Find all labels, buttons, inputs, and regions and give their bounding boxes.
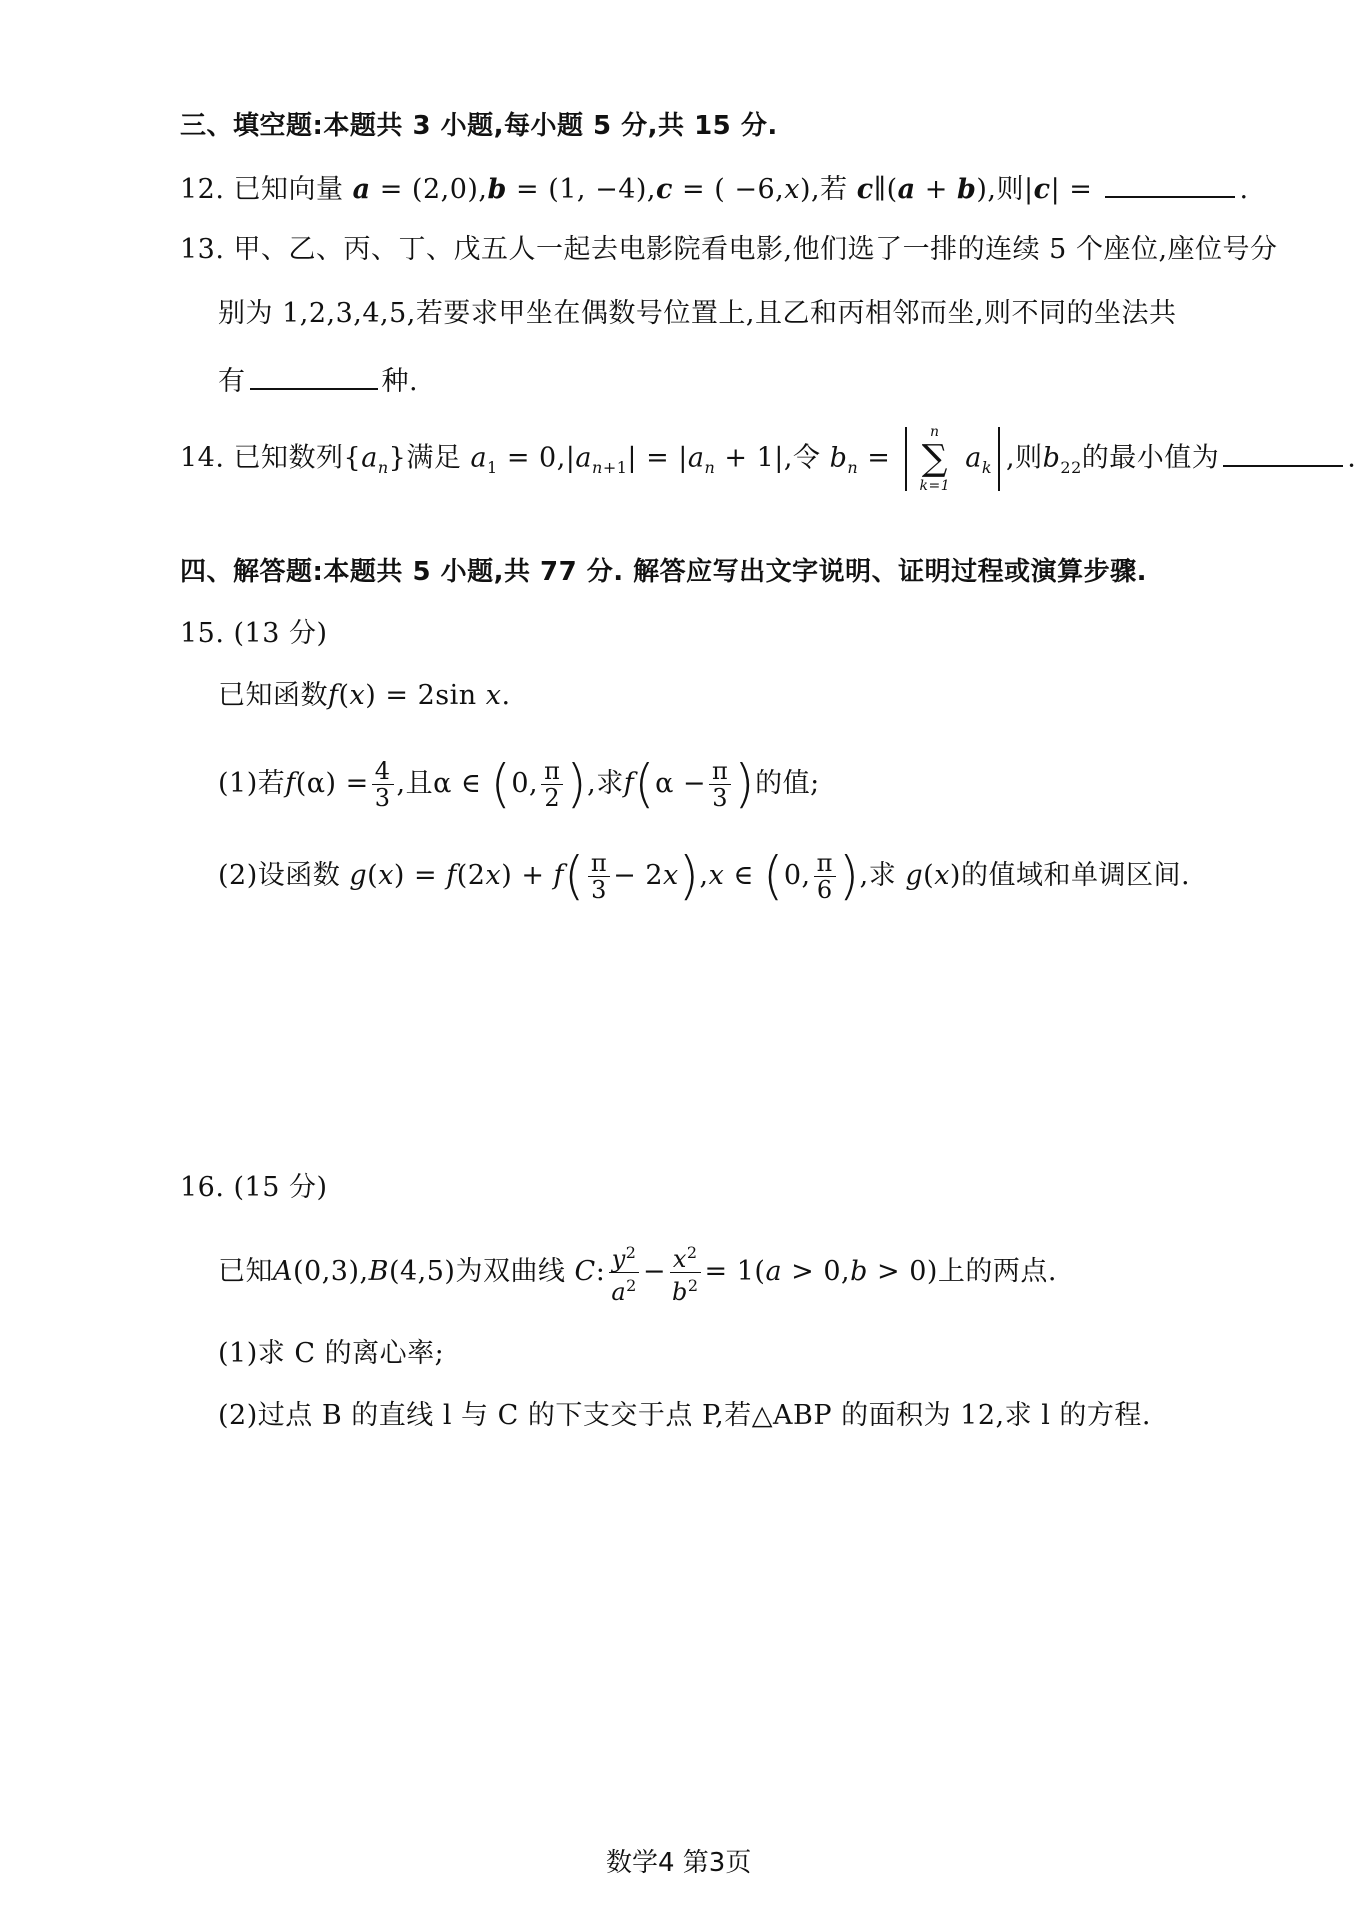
- summation-symbol: n ∑ k=1: [919, 424, 951, 494]
- abs-bar-right: [998, 427, 1000, 491]
- question-15-intro: 已知函数f(x) = 2sin x.: [218, 680, 511, 711]
- question-12: 12. 已知向量 a = (2,0),b = (1, −4),c = ( −6,x),若 c∥(a + b),则|c| = .: [180, 166, 1249, 210]
- abs-bar-left: [905, 427, 907, 491]
- question-16-part-2: (2)过点 B 的直线 l 与 C 的下支交于点 P,若△ABP 的面积为 12,求 l 的方程.: [218, 1400, 1151, 1431]
- question-13-line-2: 别为 1,2,3,4,5,若要求甲坐在偶数号位置上,且乙和丙相邻而坐,则不同的坐法共: [218, 298, 1177, 329]
- q12-intro: 已知向量: [233, 174, 344, 205]
- q12-number: 12.: [180, 174, 225, 205]
- question-15-part-2: (2)设函数 g(x) = f(2x) + f( $\frac{\pi}{3}$ − 2x),x ∈ (0, $\frac{\pi}{6}$ ),求 g(x)的值域和单调区间.: [218, 846, 1191, 907]
- page-footer: 数学4 第3页: [606, 1848, 752, 1878]
- q13-answer-blank[interactable]: [250, 358, 378, 390]
- q14-answer-blank[interactable]: [1223, 435, 1343, 467]
- question-14: 14. 已知数列$\{a_n\}$满足 $a_1 = 0,|a_{n+1}| = |a_n + 1|$,令 $b_n$ = n ∑ k=1 $a_k$ ,则$b_{22}$的最小值为 .: [180, 424, 1356, 494]
- q12-answer-blank[interactable]: [1105, 166, 1235, 198]
- question-15-header: 15. (13 分): [180, 618, 328, 649]
- question-13-line-3: 有 种.: [218, 358, 418, 402]
- section-4-title: 四、解答题:本题共 5 小题,共 77 分. 解答应写出文字说明、证明过程或演算步骤.: [180, 557, 1148, 587]
- section-3-title: 三、填空题:本题共 3 小题,每小题 5 分,共 15 分.: [180, 111, 778, 141]
- question-15-part-1: (1)若f(α) = $\frac{4}{3}$ ,且α ∈ (0, $\frac{\pi}{2}$ ),求f(α − $\frac{\pi}{3}$ )的值;: [218, 754, 820, 815]
- question-13-line-1: 13. 甲、乙、丙、丁、戊五人一起去电影院看电影,他们选了一排的连续 5 个座位,座位号分: [180, 234, 1278, 265]
- question-16-part-1: (1)求 C 的离心率;: [218, 1338, 445, 1369]
- question-16-header: 16. (15 分): [180, 1172, 328, 1203]
- question-16-intro: 已知A(0,3),B(4,5)为双曲线 C: $\frac{y^2}{a^2}$ − $\frac{x^2}{b^2}$ = 1(a > 0,b > 0)上的两点.: [218, 1240, 1057, 1305]
